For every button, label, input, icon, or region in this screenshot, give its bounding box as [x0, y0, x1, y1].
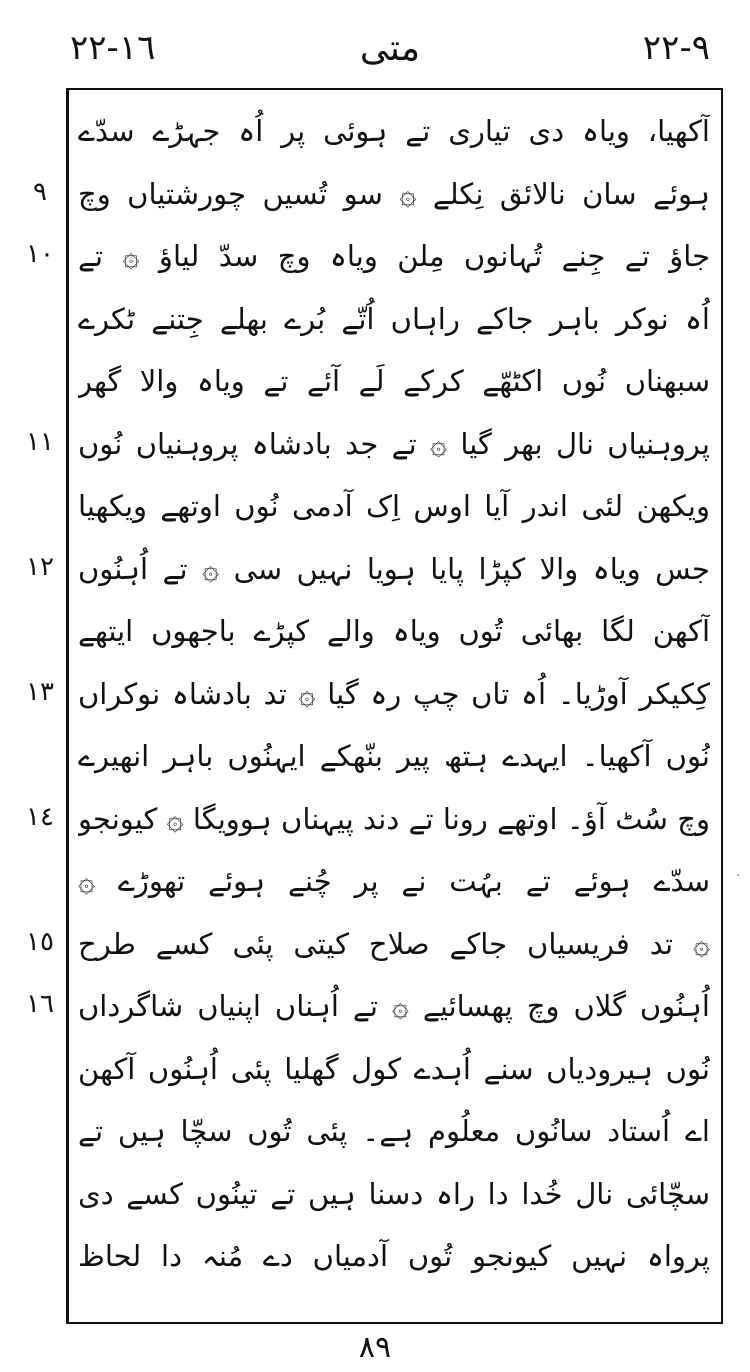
text-line: جاؤ تے جِنے تُہانوں مِلن ویاہ وچ سدّ لیاؤ ۞ تے — [78, 239, 710, 273]
text-line: کِکیکر آوڑیا۔ اُہ تاں چپ رہ گیا ۞ تد بادشاہ نوکراں — [78, 676, 710, 711]
text-line: وچ سُٹ آؤ۔ اوتھے رونا تے دند پیہناں ہوویگا ۞ کیونجو — [78, 801, 710, 836]
text-line: سدّے ہوئے تے بہُت نے پر چُنے ہوئے تھوڑے ۞ — [78, 864, 710, 898]
text-line: سچّائی نال خُدا دا راہ دسنا ہیں تے تینُوں کسے دی — [78, 1176, 710, 1211]
text-line: سبھناں نُوں اکٹھّے کرکے لَے آئے تے ویاہ والا گھر — [78, 364, 710, 398]
text-line: نُوں ہیرودیاں سنے اُہدے کول گھلیا پئی اُہنُوں آکھن — [78, 1051, 710, 1086]
book-title: متی — [359, 28, 421, 69]
text-line: ہوئے سان نالائق نِکلے ۞ سو تُسیں چورشتیاں وچ — [78, 176, 710, 211]
text-line: جس ویاہ والا کپڑا پایا ہویا نہیں سی ۞ تے اُہنُوں — [78, 551, 710, 586]
text-line: پروہنیاں نال بھر گیا ۞ تے جد بادشاہ پروہنیاں نُوں — [78, 426, 710, 461]
text-line: اے اُستاد سانُوں معلُوم ہے۔ پئی تُوں سچّا ہیں تے — [78, 1114, 710, 1148]
text-line: آکھیا، ویاہ دی تیاری تے ہوئی پر اُہ جہڑے سدّے — [78, 114, 710, 148]
header-verse-range-end: ١٦-٢٢ — [70, 28, 156, 68]
header-verse-range-start: ٩-٢٢ — [642, 28, 710, 68]
verse-number-column — [18, 88, 64, 1320]
page-header — [60, 28, 720, 78]
page-number: ٨٩ — [358, 1330, 392, 1365]
text-line: آکھن لگا بھائی تُوں ویاہ والے کپڑے باجھوں ایتھے — [78, 614, 710, 648]
verse-number: ١٤ — [26, 801, 54, 832]
text-line: ۞ تد فریسیاں جاکے صلاح کیتی پئی کسے طرح — [78, 926, 710, 961]
text-line: ویکھن لئی اندر آیا اوس اِک آدمی نُوں اوتھے ویکھیا — [78, 489, 710, 523]
text-line: اُہ نوکر باہر جاکے راہاں اُتّے بُرے بھلے جِتنے ٹکرے — [78, 301, 710, 336]
verse-number: ١٢ — [26, 551, 54, 582]
verse-number: ١١ — [26, 426, 54, 457]
text-line: نُوں آکھیا۔ ایہدے ہتھ پیر بنّھکے ایہنُوں باہر انھیرے — [78, 739, 710, 773]
text-line: اُہنُوں گلاں وچ پھسائیے ۞ تے اُہناں اپنیاں شاگرداں — [78, 989, 710, 1023]
verse-number: ٩ — [33, 176, 47, 207]
verse-number: ١٣ — [26, 676, 54, 707]
text-line: پرواہ نہیں کیونجو تُوں آدمیاں دے مُنہ دا لحاظ — [78, 1239, 710, 1273]
verse-number: ١٠ — [26, 239, 54, 269]
verse-number: ١٦ — [26, 989, 54, 1019]
verse-number: ١٥ — [26, 926, 54, 957]
margin-mark: · — [736, 868, 741, 884]
